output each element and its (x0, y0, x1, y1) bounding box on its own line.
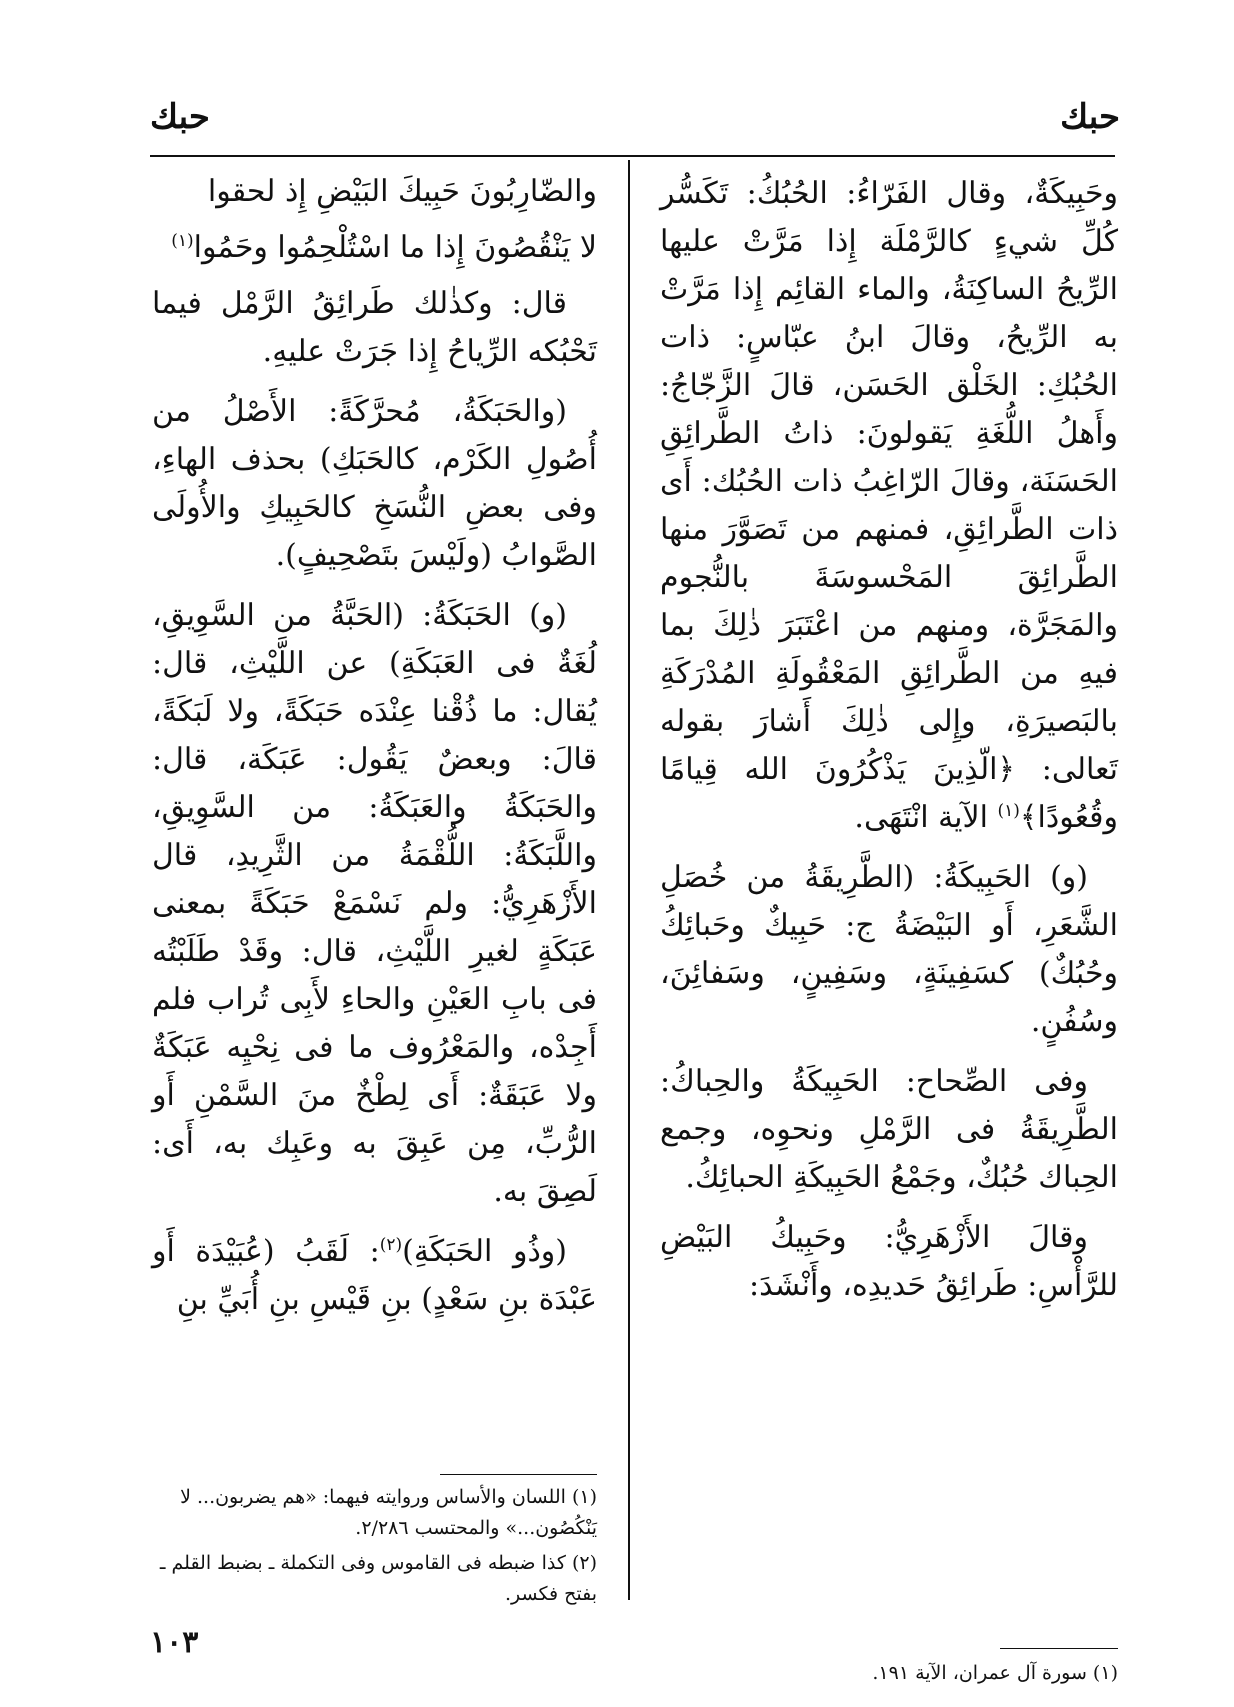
right-column (660, 170, 1118, 1322)
entry-paragraph: قال: وكذٰلك طَرائِقُ الرَّمْل فيما تَحْبُكه الرِّياحُ إِذا جَرَتْ عليهِ. (152, 286, 597, 369)
paragraph-rest: : لَقَبُ (عُبَيْدَة أَو عَبْدَة بنِ سَعْدٍ) بنِ قَيْسِ بنِ أُبَيِّ بنِ (152, 1234, 597, 1317)
footnote: (١) سورة آل عمران، الآية ١٩١. (872, 1662, 1118, 1684)
entry-paragraph: (والحَبَكَةُ، مُحرَّكَةً: الأَصْلُ من أُصُولِ الكَرْم، كالحَبَكِ) بحذف الهاءِ، وفى بعضِ النُّسَخِ كالحَبِيكِ والأُولَى الصَّوابُ (ولَيْسَ بتَصْحِيفٍ). (152, 394, 597, 573)
verse-line: والضّارِبُونَ حَبِيكَ البَيْضِ إِذ لحقوا (207, 174, 597, 209)
footnote: (٢) كذا ضبطه فى القاموس وفى التكملة ـ بضبط القلم ـ بفتح فكسر. (159, 1552, 597, 1605)
footnote-reference: (١) (171, 231, 194, 251)
entry-paragraph: (و) الحَبِيكَةُ: (الطَّرِيقَةُ من خُصَلِ الشَّعَرِ، أَو البَيْضَةُ ج: حَبِيكٌ وحَبائِكُ وحُبُكٌ) كسَفِينَةٍ، وسَفِينٍ، وسَفائِنَ، وسُفُنٍ. (660, 860, 1118, 1039)
footnotes-left (152, 1482, 597, 1614)
entry-paragraph (152, 1228, 597, 1324)
footnote-reference: (١) (997, 801, 1020, 821)
page-number: ١٠٣ (150, 1625, 199, 1660)
verse-text: لا يَنْقُصُونَ إِذا ما اسْتُلْحِمُوا وحَمُوا (193, 230, 597, 265)
header-rule (150, 155, 1115, 157)
running-header-left: حبك (150, 97, 210, 137)
entry-paragraph: وفى الصِّحاح: الحَبِيكَةُ والحِباكُ: الطَّرِيقَةُ فى الرَّمْلِ ونحوِه، وجمع الحِباك حُبُكٌ، وجَمْعُ الحَبِيكَةِ الحبائِكُ. (660, 1064, 1118, 1195)
footnote-rule-right (1000, 1648, 1118, 1649)
entry-paragraph (660, 170, 1118, 842)
entry-paragraph: وقالَ الأَزْهَرِيُّ: وحَبِيكُ البَيْضِ للرَّأْسِ: طَرائِقُ حَديدِه، وأَنْشَدَ: (660, 1220, 1118, 1303)
column-divider (628, 160, 630, 1600)
running-header-right: حبك (1060, 97, 1120, 137)
paragraph-tail: الآية انْتَهَى. (854, 800, 988, 835)
footnote: (١) اللسان والأساس وروايته فيهما: «هم يضربون... لا يَنْكُصُون...» والمحتسب ٢/٢٨٦. (180, 1486, 597, 1539)
paragraph-start: (وذُو الحَبَكَةِ) (402, 1234, 567, 1269)
footnote-reference: (٢) (379, 1235, 403, 1255)
verse-line (152, 224, 597, 272)
entry-paragraph: (و) الحَبَكَةُ: (الحَبَّةُ من السَّوِيقِ، لُغَةٌ فى العَبَكَةِ) عن اللَّيْثِ، قال: يُقال: ما ذُقْنا عِنْدَه حَبَكَةً، ولا لَبَكَةً، قالَ: وبعضٌ يَقُول: عَبَكَة، قال: والحَبَكَةُ والعَبَكَةُ: من السَّوِيقِ، واللَّبَكَةُ: اللُّقْمَةُ من الثَّرِيدِ، قال الأَزْهَرِيُّ: ولم نَسْمَعْ حَبَكَةً بمعنى عَبَكَةٍ لغيرِ اللَّيْثِ، قال: وقَدْ طَلَبْتُه فى بابِ العَيْنِ والحاءِ لأَبِى تُراب فلم أَجِدْه، والمَعْرُوف ما فى نِحْيِه عَبَكَةٌ ولا عَبَقَةٌ: أَى لِطْخٌ منَ السَّمْنِ أَو الرُّبِّ، مِن عَبِقَ به وعَبِك به، أَى: لَصِقَ به. (152, 598, 597, 1209)
footnotes-right (660, 1658, 1118, 1693)
footnote-rule-left (440, 1474, 597, 1475)
paragraph-text: وحَبِيكَةٌ، وقال الفَرّاءُ: الحُبُكُ: تَكَسُّر كُلِّ شيءٍ كالرَّمْلَة إِذا مَرَّتْ عليها الرِّيحُ الساكِنَةُ، والماء القائِم إِذا مَرَّتْ به الرِّيحُ، وقالَ ابنُ عبّاسٍ: ذات الحُبُكِ: الخَلْق الحَسَن، قالَ الزَّجّاجُ: وأَهلُ اللُّغَةِ يَقولونَ: ذاتُ الطَّرائِقِ الحَسَنَة، وقالَ الرّاغِبُ ذات الحُبُك: أَى ذات الطَّرائِقِ، فمنهم من تَصَوَّرَ منها الطَّرائِقَ المَحْسوسَةَ بالنُّجوم والمَجَرَّة، ومنهم من اعْتَبَرَ ذٰلِكَ بما فيهِ من الطَّرائِقِ المَعْقُولَةِ المُدْرَكَةِ بالبَصيرَةِ، وإِلى ذٰلِكَ أَشارَ بقوله تَعالى: ﴿الّذِينَ يَذْكُرُونَ الله قِيامًا وقُعُودًا﴾ (660, 176, 1118, 835)
left-column (152, 168, 597, 1336)
